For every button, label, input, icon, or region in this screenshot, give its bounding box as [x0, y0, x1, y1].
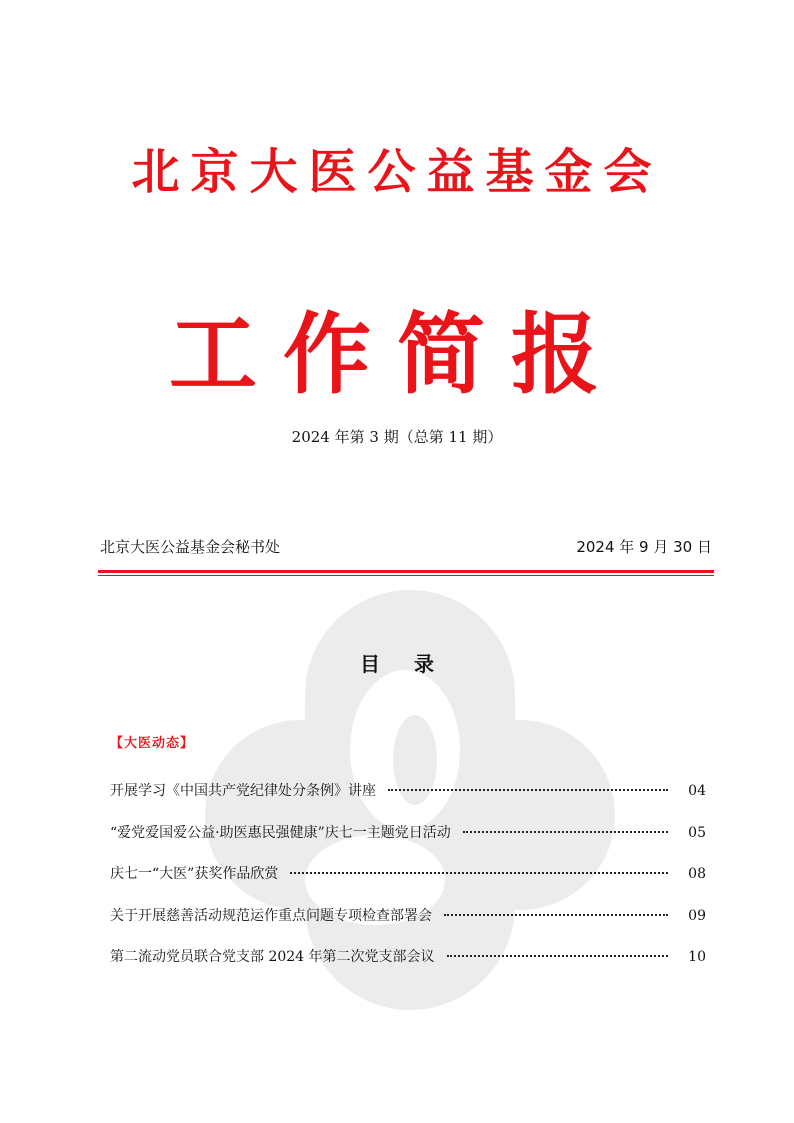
- toc-item-page: 10: [688, 949, 706, 965]
- toc-leader-dots: [447, 955, 668, 957]
- header-divider-thin: [98, 575, 714, 576]
- toc-item-title: “爱党爱国爱公益·助医惠民强健康”庆七一主题党日活动: [110, 824, 451, 841]
- toc-item[interactable]: [110, 946, 706, 988]
- toc-section-tag: 【大医动态】: [110, 736, 195, 751]
- toc-item[interactable]: [110, 863, 706, 905]
- toc-item-title: 关于开展慈善活动规范运作重点问题专项检查部署会: [110, 907, 432, 924]
- bulletin-title: 工作简报: [168, 303, 625, 406]
- toc-item-title: 第二流动党员联合党支部 2024 年第二次党支部会议: [110, 949, 435, 965]
- toc-item[interactable]: [110, 780, 706, 822]
- toc-heading: 目录: [360, 652, 468, 676]
- toc-leader-dots: [290, 872, 668, 874]
- publication-date: 2024 年 9 月 30 日: [576, 538, 712, 556]
- toc-item-page: 04: [688, 783, 706, 799]
- toc-item-title: 开展学习《中国共产党纪律处分条例》讲座: [110, 783, 376, 799]
- toc-list: [110, 780, 706, 988]
- toc-leader-dots: [388, 789, 668, 791]
- toc-leader-dots: [463, 831, 668, 833]
- issue-number: 2024 年第 3 期（总第 11 期）: [291, 428, 503, 446]
- toc-item-title: 庆七一“大医”获奖作品欣赏: [110, 866, 279, 882]
- header-divider-thick: [98, 570, 714, 573]
- toc-item[interactable]: [110, 822, 706, 864]
- toc-item-page: 05: [688, 824, 706, 841]
- toc-item[interactable]: [110, 905, 706, 947]
- toc-leader-dots: [444, 914, 668, 916]
- toc-item-page: 09: [688, 907, 706, 924]
- publisher-name: 北京大医公益基金会秘书处: [100, 538, 281, 556]
- toc-item-page: 08: [688, 866, 706, 882]
- organization-title: 北京大医公益基金会: [131, 144, 663, 200]
